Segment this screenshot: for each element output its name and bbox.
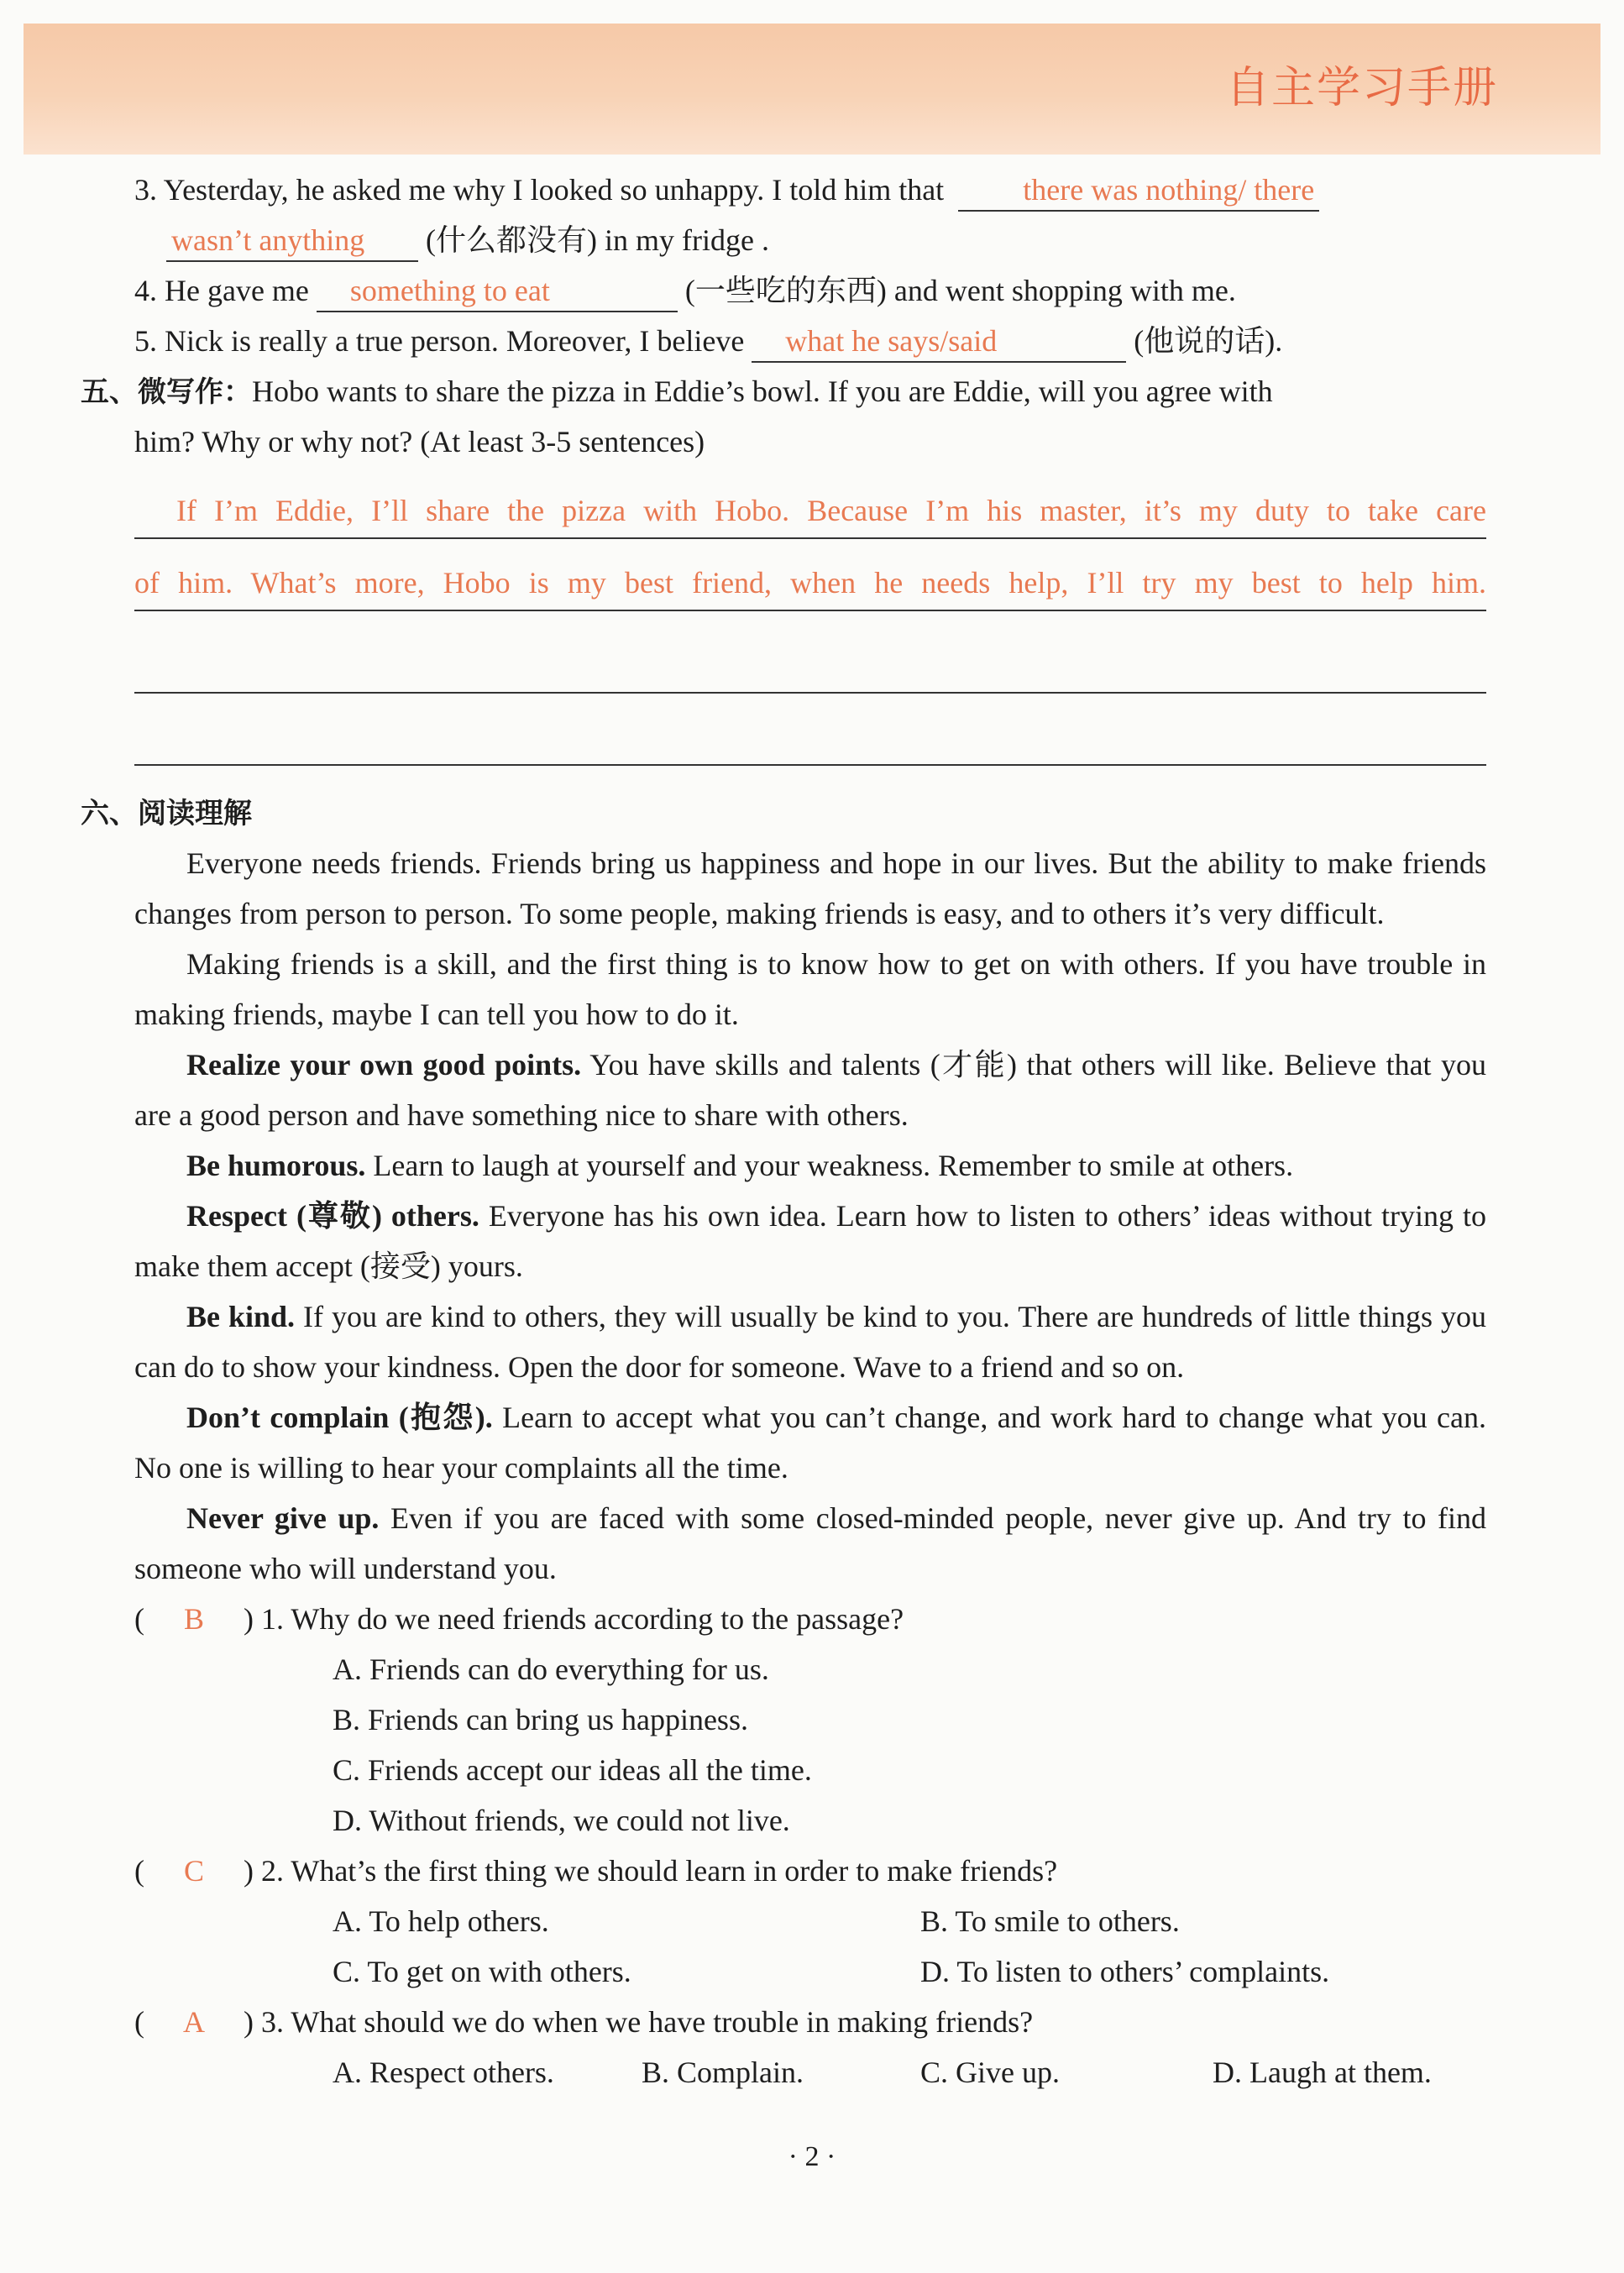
answer-blank-q3-part1: there was nothing/ there [958, 170, 1319, 212]
essay-blank-line3 [134, 611, 1486, 694]
question-1: ( B ) 1. Why do we need friends according to the passage? [134, 1594, 1486, 1644]
question-3-option-c: C. Give up. [920, 2056, 1060, 2089]
section5-prompt-line1: 五、微写作：Hobo wants to share the pizza in Eddie’s bowl. If you are Eddie, will you agree with [81, 374, 1273, 409]
passage-paragraph-3: Realize your own good points. You have skills and talents (才能) that others will like. Believe that you are a good person and have something nice to share with others. [134, 1048, 1486, 1132]
question-1-answer: B [183, 1602, 204, 1636]
passage-paragraph-2: Making friends is a skill, and the first thing is to know how to get on with others. If you have trouble in making friends, maybe I can tell you how to do it. [134, 947, 1486, 1031]
question-2-option-a: A. To help others. [333, 1904, 549, 1938]
fill-in-q4: 4. He gave me something to eat (一些吃的东西) and went shopping with me. [134, 265, 1486, 316]
page-number: · 2 · [788, 2141, 836, 2172]
passage-paragraph-7: Don’t complain (抱怨). Learn to accept what you can’t change, and work hard to change what you can. No one is willing to hear your complaints all the time. [134, 1401, 1486, 1485]
question-3: ( A ) 3. What should we do when we have trouble in making friends? [134, 1997, 1486, 2047]
fill-in-q3-line2: wasn’t anything (什么都没有) in my fridge . [134, 215, 1486, 265]
passage-paragraph-1: Everyone needs friends. Friends bring us happiness and hope in our lives. But the ability to make friends changes from person to person. To some people, making friends is easy, and to others it’s very difficult. [134, 846, 1486, 930]
question-3-option-b: B. Complain. [642, 2056, 804, 2089]
question-2-options-row2 [134, 1946, 1486, 1997]
question-2-option-c: C. To get on with others. [333, 1955, 631, 1988]
question-2-option-b: B. To smile to others. [920, 1904, 1180, 1938]
question-2-option-d: D. To listen to others’ complaints. [920, 1955, 1330, 1988]
question-1-option-a: A. Friends can do everything for us. [333, 1652, 769, 1686]
section6-label: 六、阅读理解 [81, 797, 252, 830]
essay-blank-line4 [134, 694, 1486, 766]
answer-blank-q5: what he says/said [752, 321, 1126, 363]
question-3-option-d: D. Laugh at them. [1213, 2056, 1432, 2089]
answer-blank-q4: something to eat [317, 270, 678, 312]
question-3-option-a: A. Respect others. [333, 2056, 554, 2089]
passage-paragraph-4: Be humorous. Learn to laugh at yourself and your weakness. Remember to smile at others. [186, 1149, 1294, 1182]
passage-paragraph-6: Be kind. If you are kind to others, they will usually be kind to you. There are hundreds of little things you can do to show your kindness. Open the door for someone. Wave to a friend and so on. [134, 1300, 1487, 1384]
fill-in-q3-line1: 3. Yesterday, he asked me why I looked so unhappy. I told him that there was nothing/ there [134, 165, 1486, 215]
section5-prompt-line2: him? Why or why not? (At least 3-5 sentences) [134, 425, 705, 458]
essay-answer-line1: If I’m Eddie, I’ll share the pizza with Hobo. Because I’m his master, it’s my duty to take care [134, 467, 1486, 539]
passage-paragraph-8: Never give up. Even if you are faced with some closed-minded people, never give up. And try to find someone who will understand you. [134, 1501, 1487, 1585]
question-3-answer: A [183, 2005, 205, 2039]
section6-heading [81, 788, 1486, 838]
question-2-answer: C [183, 1854, 204, 1888]
question-1-option-d: D. Without friends, we could not live. [333, 1804, 790, 1837]
question-3-options-row [134, 2047, 1486, 2098]
page-content [81, 165, 1487, 2098]
essay-answer-line2: of him. What’s more, Hobo is my best friend, when he needs help, I’ll try my best to help him. [134, 539, 1486, 611]
question-1-option-c: C. Friends accept our ideas all the time. [333, 1753, 812, 1787]
question-2: ( C ) 2. What’s the first thing we should learn in order to make friends? [134, 1846, 1486, 1896]
answer-blank-q3-part2: wasn’t anything [166, 220, 418, 262]
question-2-options-row1 [134, 1896, 1486, 1946]
question-1-option-b: B. Friends can bring us happiness. [333, 1703, 748, 1736]
section5-label: 五、微写作： [81, 375, 252, 409]
page-header-title: 自主学习手册 [1225, 63, 1498, 113]
passage-paragraph-5: Respect (尊敬) others. Everyone has his own idea. Learn how to listen to others’ ideas without trying to make them accept (接受) yours. [134, 1199, 1486, 1283]
fill-in-q5: 5. Nick is really a true person. Moreover, I believe what he says/said (他说的话). [134, 316, 1486, 366]
